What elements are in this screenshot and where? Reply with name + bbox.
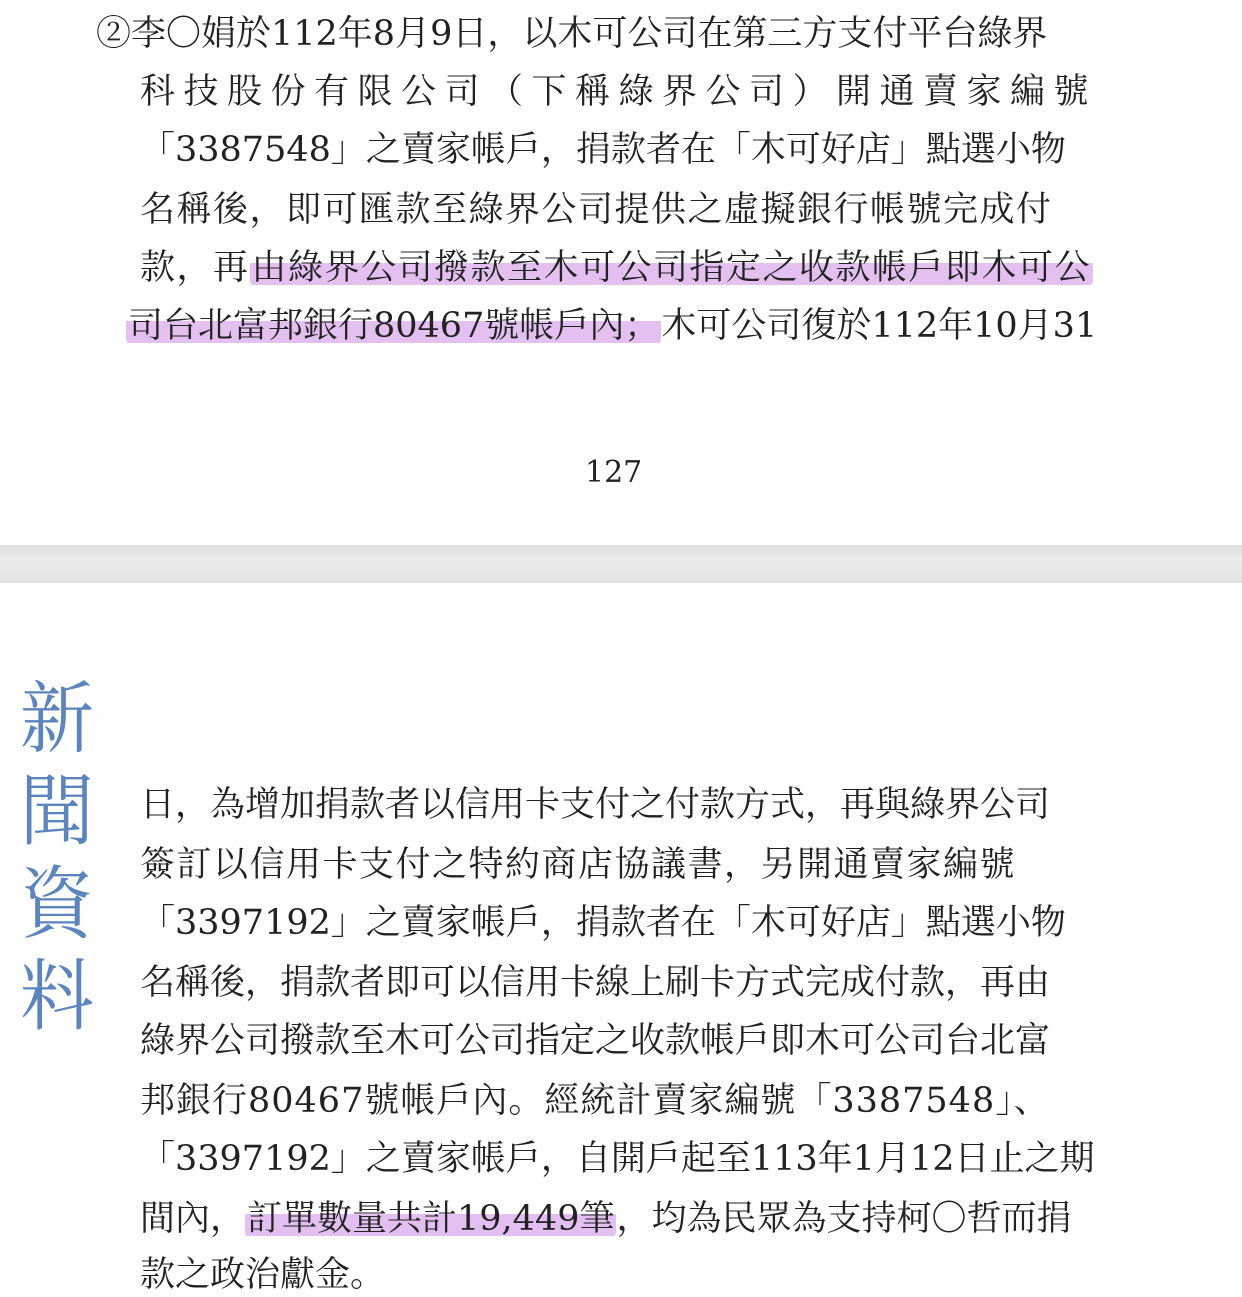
document-page-top: [0, 0, 1242, 545]
highlighted-text: 司台北富邦銀行80467號帳戶內；: [128, 306, 660, 346]
document-page-bottom: [0, 583, 1242, 1297]
text-line: 日，為增加捐款者以信用卡支付之付款方式，再與綠界公司: [140, 785, 1051, 825]
text-segment: 間內，: [140, 1199, 246, 1239]
text-segment: ，均為民眾為支持柯〇哲而捐: [616, 1199, 1072, 1239]
text-line: 邦銀行80467號帳戶內。經統計賣家編號「3387548」、: [140, 1081, 1050, 1121]
text-line: 科技股份有限公司（下稱綠界公司）開通賣家編號: [140, 72, 1098, 112]
stamp-char: 料: [20, 951, 94, 1042]
stamp-char: 資: [20, 859, 94, 950]
text-line: 名稱後，即可匯款至綠界公司提供之虛擬銀行帳號完成付: [140, 190, 1053, 230]
text-line: ②李〇娟於112年8月9日，以木可公司在第三方支付平台綠界: [96, 14, 1048, 54]
text-line: 簽訂以信用卡支付之特約商店協議書，另開通賣家編號: [140, 845, 1017, 885]
page-number: 127: [585, 455, 643, 490]
stamp-char: 聞: [20, 766, 94, 857]
text-line: [140, 1197, 1072, 1241]
text-line: 名稱後，捐款者即可以信用卡線上刷卡方式完成付款，再由: [140, 963, 1051, 1003]
text-line: 款之政治獻金。: [140, 1255, 386, 1295]
text-line: 「3397192」之賣家帳戶，捐款者在「木可好店」點選小物: [140, 903, 1066, 943]
stamp-char: 新: [20, 674, 94, 765]
text-line: 「3387548」之賣家帳戶，捐款者在「木可好店」點選小物: [140, 130, 1066, 170]
text-segment: 款，再: [140, 248, 250, 288]
text-line: 綠界公司撥款至木可公司指定之收款帳戶即木可公司台北富: [140, 1021, 1051, 1061]
page-divider: [0, 545, 1242, 583]
text-line: [140, 246, 1093, 290]
text-line: 「3397192」之賣家帳戶，自開戶起至113年1月12日止之期: [140, 1139, 1095, 1179]
highlighted-text: 由綠界公司撥款至木可公司指定之收款帳戶即木可公: [251, 248, 1092, 288]
text-line: [126, 304, 1097, 348]
highlighted-text: 訂單數量共計19,449筆: [247, 1199, 615, 1239]
text-segment: 木可公司復於112年10月31: [661, 306, 1098, 346]
news-material-stamp: [12, 673, 102, 1043]
